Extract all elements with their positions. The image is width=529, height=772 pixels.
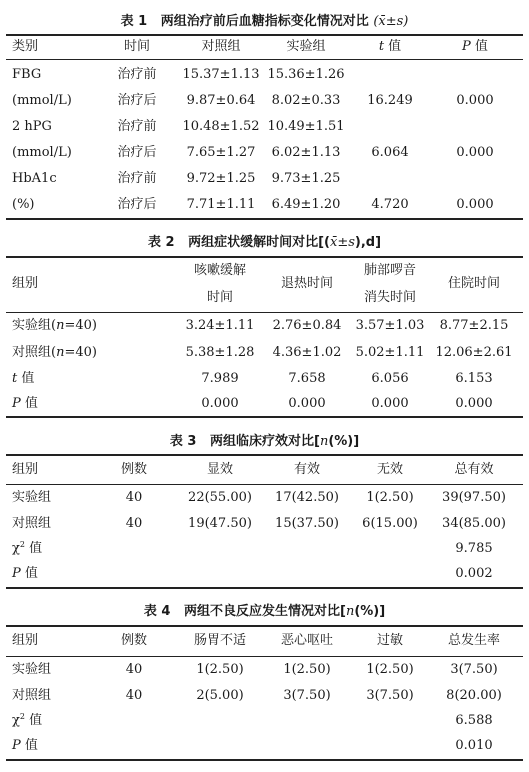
table2-cell-r2-c4: 6.153 (455, 371, 493, 386)
table2-header-cough-1: 咳嗽缓解 (193, 263, 247, 278)
table1-header-3: 实验组 (286, 39, 326, 54)
table3-cell-r0-c4: 1(2.50) (366, 490, 414, 505)
table1-header-5: P 值 (462, 39, 488, 54)
table1-cell-r2-c1: 治疗前 (117, 119, 157, 134)
table3-p-label: P 值 (12, 566, 38, 581)
table2-row-ctrl-label: 对照组(n=40) (12, 345, 97, 360)
table1-cell-r1-c3: 8.02±0.33 (271, 93, 341, 108)
table4-header-0: 组别 (12, 633, 39, 648)
table3-header-4: 无效 (376, 462, 404, 477)
table2-bottom-rule (6, 416, 523, 418)
table1-caption: 表 1 两组治疗前后血糖指标变化情况对比 (x̄±s) (120, 14, 409, 29)
table2-row-t-label: t 值 (12, 371, 35, 386)
table1-header-0: 类别 (12, 39, 39, 54)
table3-cell-r1-c3: 15(37.50) (275, 516, 339, 531)
table3-chi-label: $\chi^2$ 值 (12, 540, 43, 556)
table1-cell-r2-c2: 10.48±1.52 (182, 119, 260, 134)
table1-cell-r5-c1: 治疗后 (117, 197, 157, 212)
table1-header-1: 时间 (123, 39, 151, 54)
table2-cell-r1-c3: 5.02±1.11 (355, 345, 425, 360)
table4-caption-label: 表 4 (143, 604, 171, 619)
table2-cell-r2-c2: 7.658 (288, 371, 326, 386)
table1-bottom-rule (6, 218, 523, 220)
table3-cell-r1-c5: 34(85.00) (442, 516, 506, 531)
table3-header-rule (6, 484, 523, 485)
table4-chi-label: $\chi^2$ 值 (12, 712, 43, 728)
table2-cell-r1-c1: 5.38±1.28 (185, 345, 255, 360)
table2-cell-r1-c2: 4.36±1.02 (272, 345, 342, 360)
table1-cell-r4-c3: 9.73±1.25 (271, 171, 341, 186)
table1-cell-r5-c4: 4.720 (371, 197, 409, 212)
table4-cell-r1-c0: 对照组 (12, 688, 52, 703)
table4-header-3: 恶心呕吐 (280, 633, 334, 648)
table4-cell-r0-c2: 1(2.50) (196, 662, 244, 677)
table2-caption-pre: 两组症状缓解时间对比[( (188, 235, 330, 250)
table1-cell-r1-c5: 0.000 (456, 93, 494, 108)
table1-caption-label: 表 1 (120, 14, 148, 29)
table1-cell-r1-c0: (mmol/L) (12, 93, 72, 108)
table4-cell-r1-c5: 8(20.00) (446, 688, 502, 703)
table1-cell-r5-c0: (%) (12, 197, 35, 212)
table1-cell-r2-c0: 2 hPG (12, 119, 52, 134)
table3-header-2: 显效 (206, 462, 234, 477)
table2-caption-label: 表 2 (147, 235, 175, 250)
table1-cell-r5-c2: 7.71±1.11 (186, 197, 256, 212)
table2-cell-r2-c1: 7.989 (201, 371, 239, 386)
table3-cell-r1-c1: 40 (125, 516, 143, 531)
table1-caption-unit: x̄±s (378, 14, 404, 29)
table4-cell-r0-c0: 实验组 (12, 662, 52, 677)
table1-cell-r1-c2: 9.87±0.64 (186, 93, 256, 108)
table2-cell-r3-c4: 0.000 (455, 396, 493, 411)
table2-caption-x: x̄±s (330, 235, 355, 250)
table3-bottom-rule (6, 587, 523, 589)
table1-header-4: t 值 (378, 39, 402, 54)
table3-cell-r0-c2: 22(55.00) (188, 490, 252, 505)
table4-cell-r0-c5: 3(7.50) (450, 662, 498, 677)
table4-bottom-rule (6, 759, 523, 761)
table1-cell-r3-c2: 7.65±1.27 (186, 145, 256, 160)
table4-header-rule (6, 656, 523, 657)
table2-cell-r0-c1: 3.24±1.11 (185, 318, 255, 333)
table3-cell-r0-c5: 39(97.50) (442, 490, 506, 505)
table1-cell-r0-c3: 15.36±1.26 (267, 67, 345, 82)
table2-cell-r0-c4: 8.77±2.15 (439, 318, 509, 333)
table2-row-exp-label: 实验组(n=40) (12, 318, 97, 333)
table2-header-rale-1: 肺部啰音 (363, 263, 417, 278)
table2-cell-r3-c1: 0.000 (201, 396, 239, 411)
table1-cell-r0-c2: 15.37±1.13 (182, 67, 260, 82)
table2-header-cough-2: 时间 (206, 290, 234, 305)
table3-cell-r1-c2: 19(47.50) (188, 516, 252, 531)
table1-cell-r4-c1: 治疗前 (117, 171, 157, 186)
table3-top-rule (6, 454, 523, 456)
table4-cell-r3-c5: 0.010 (455, 738, 493, 753)
table4-header-4: 过敏 (376, 633, 404, 648)
table2-row-p-label: P 值 (12, 396, 38, 411)
table1-cell-r5-c5: 0.000 (456, 197, 494, 212)
table1-cell-r0-c1: 治疗前 (117, 67, 157, 82)
table2-cell-r2-c3: 6.056 (371, 371, 409, 386)
table1-cell-r3-c1: 治疗后 (117, 145, 157, 160)
table2-cell-r0-c3: 3.57±1.03 (355, 318, 425, 333)
table4-header-5: 总发生率 (447, 633, 501, 648)
table3-cell-r0-c0: 实验组 (12, 490, 52, 505)
table3-cell-r0-c3: 17(42.50) (275, 490, 339, 505)
table3-header-5: 总有效 (454, 462, 494, 477)
table1-cell-r4-c2: 9.72±1.25 (186, 171, 256, 186)
table3-header-3: 有效 (293, 462, 321, 477)
table4-cell-r1-c4: 3(7.50) (366, 688, 414, 703)
table4-caption: 表 4 两组不良反应发生情况对比[n(%)] (143, 604, 386, 619)
table2-cell-r1-c4: 12.06±2.61 (435, 345, 513, 360)
table1-cell-r4-c0: HbA1c (12, 171, 57, 186)
table1-top-rule (6, 34, 523, 36)
table1-caption-text: 两组治疗前后血糖指标变化情况对比 (160, 14, 369, 29)
table3-cell-r2-c5: 9.785 (455, 541, 493, 556)
table3-caption-label: 表 3 (169, 434, 197, 449)
table1-cell-r2-c3: 10.49±1.51 (267, 119, 345, 134)
table1-cell-r3-c3: 6.02±1.13 (271, 145, 341, 160)
table4-p-label: P 值 (12, 738, 38, 753)
table3-cell-r1-c4: 6(15.00) (362, 516, 418, 531)
table4-cell-r0-c4: 1(2.50) (366, 662, 414, 677)
table2-header-group: 组别 (12, 276, 39, 291)
table2-caption (0, 235, 529, 251)
table1-cell-r0-c0: FBG (12, 67, 42, 82)
table3-header-1: 例数 (120, 462, 148, 477)
table3-caption: 表 3 两组临床疗效对比[n(%)] (169, 434, 360, 449)
table4-header-2: 肠胃不适 (193, 633, 247, 648)
table1-cell-r3-c4: 6.064 (371, 145, 409, 160)
table2-header-stay: 住院时间 (447, 276, 501, 291)
table2-top-rule (6, 256, 523, 258)
table4-header-1: 例数 (120, 633, 148, 648)
table1-cell-r1-c1: 治疗后 (117, 93, 157, 108)
table3-cell-r0-c1: 40 (125, 490, 143, 505)
table2-cell-r0-c2: 2.76±0.84 (272, 318, 342, 333)
table4-cell-r1-c1: 40 (125, 688, 143, 703)
table1-cell-r3-c0: (mmol/L) (12, 145, 72, 160)
table2-caption-post: ),d] (354, 235, 382, 250)
table4-top-rule (6, 625, 523, 627)
table3-cell-r1-c0: 对照组 (12, 516, 52, 531)
table2-cell-r3-c2: 0.000 (288, 396, 326, 411)
table1-cell-r3-c5: 0.000 (456, 145, 494, 160)
table2-header-rale-2: 消失时间 (363, 290, 417, 305)
table2-header-rule (6, 312, 523, 313)
table4-cell-r2-c5: 6.588 (455, 713, 493, 728)
table1-header-rule (6, 59, 523, 60)
table3-cell-r3-c5: 0.002 (455, 566, 493, 581)
table4-cell-r1-c3: 3(7.50) (283, 688, 331, 703)
table3-header-0: 组别 (12, 462, 39, 477)
table4-cell-r0-c3: 1(2.50) (283, 662, 331, 677)
table1-cell-r5-c3: 6.49±1.20 (271, 197, 341, 212)
table2-header-fever: 退热时间 (280, 276, 334, 291)
table1-cell-r1-c4: 16.249 (367, 93, 413, 108)
table1-header-2: 对照组 (201, 39, 241, 54)
table2-cell-r3-c3: 0.000 (371, 396, 409, 411)
table4-cell-r1-c2: 2(5.00) (196, 688, 244, 703)
table4-cell-r0-c1: 40 (125, 662, 143, 677)
